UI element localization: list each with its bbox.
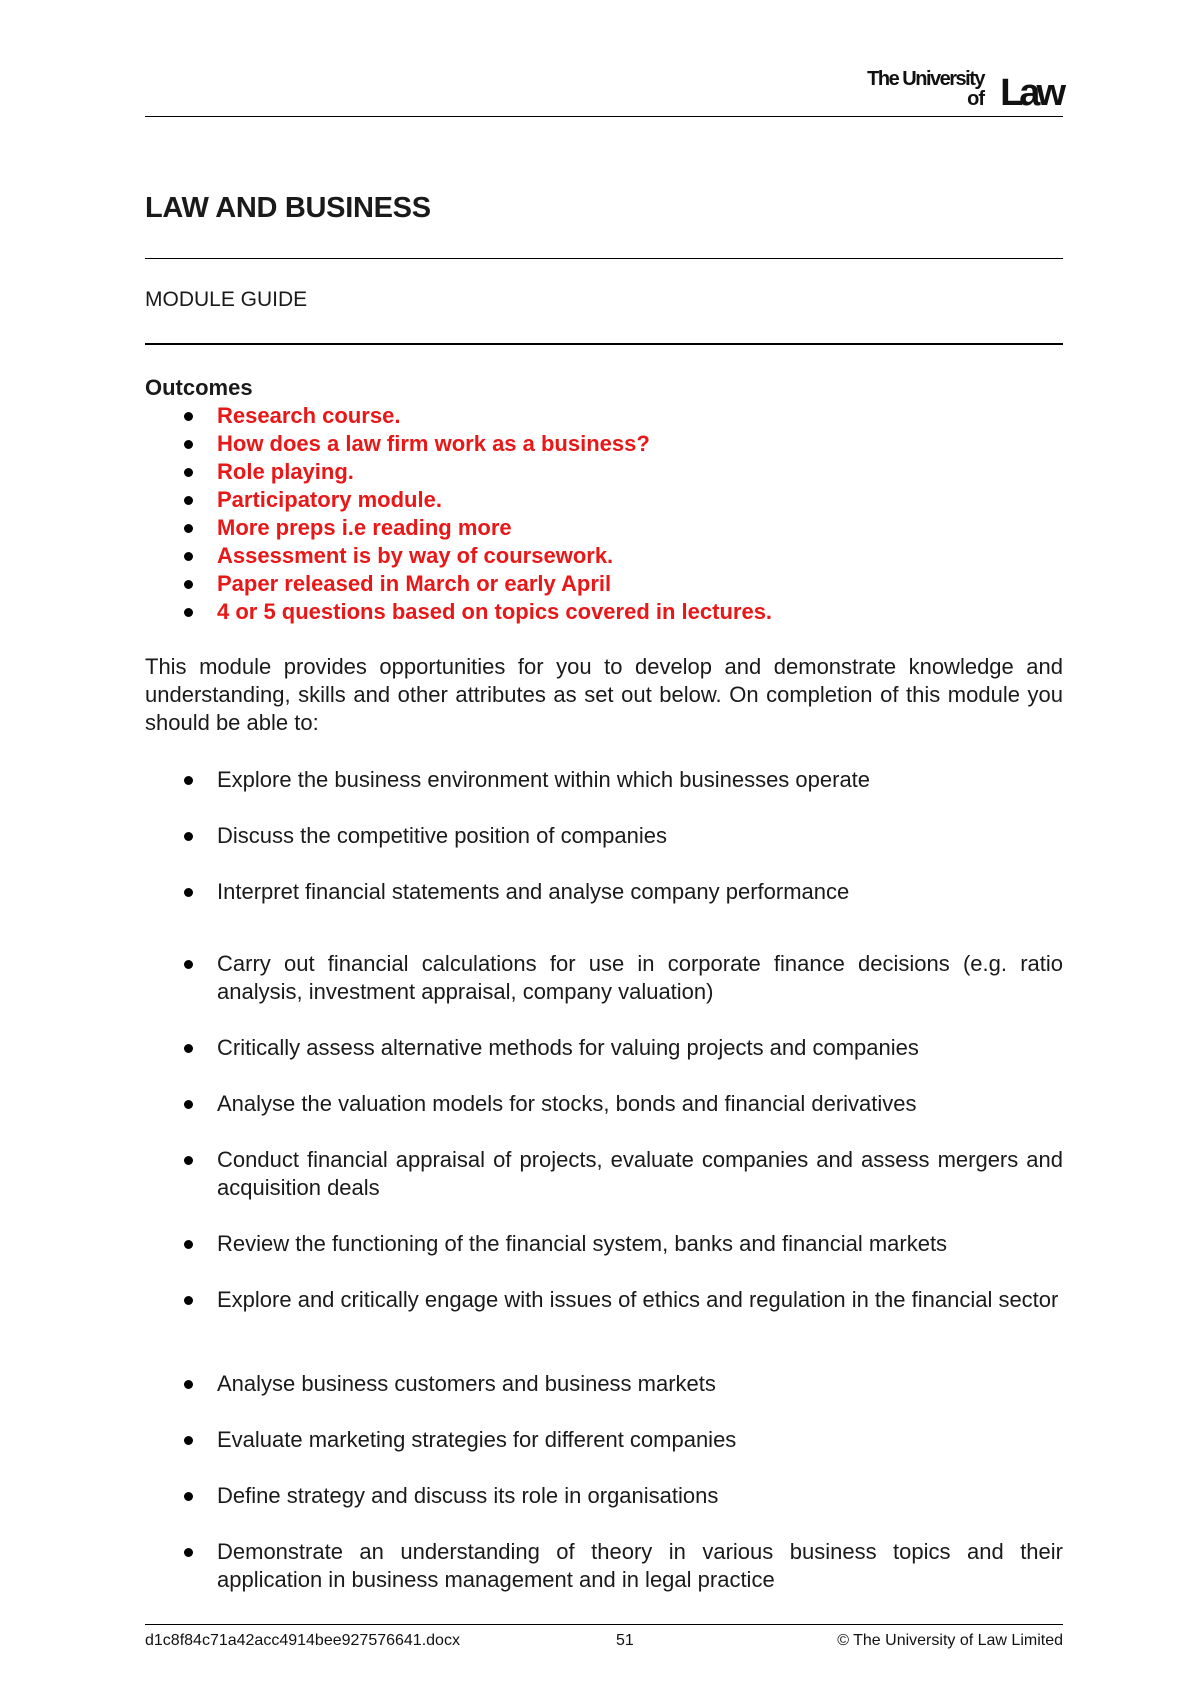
note-text: Paper released in March or early April xyxy=(217,571,612,596)
note-item xyxy=(145,570,772,598)
outcome-text: Evaluate marketing strategies for different companies xyxy=(217,1427,737,1452)
outcome-text: Define strategy and discuss its role in organisations xyxy=(217,1483,719,1508)
note-item xyxy=(145,402,772,430)
outcome-text: Analyse business customers and business markets xyxy=(217,1371,716,1396)
university-logo xyxy=(854,66,1064,114)
logo-line1: The University xyxy=(867,68,984,90)
footer-copyright: © The University of Law Limited xyxy=(837,1632,1063,1649)
note-text: Research course. xyxy=(217,403,401,428)
intro-paragraph: This module provides opportunities for you to develop and demonstrate knowledge and understanding, skills and other attributes as set out below. On completion of this module you should be able to: xyxy=(145,654,1063,735)
bullet-icon xyxy=(184,776,193,785)
outcome-item xyxy=(145,1370,1063,1398)
outcome-text: Discuss the competitive position of companies xyxy=(217,823,667,848)
bullet-icon xyxy=(184,1156,193,1165)
outcome-item xyxy=(145,1482,1063,1510)
bullet-icon xyxy=(184,552,193,561)
note-item xyxy=(145,598,772,626)
outcome-item xyxy=(145,950,1063,1006)
bullet-icon xyxy=(184,1436,193,1445)
note-item xyxy=(145,430,772,458)
bullet-icon xyxy=(184,1100,193,1109)
note-text: Assessment is by way of coursework. xyxy=(217,543,614,568)
header-rule xyxy=(145,116,1063,117)
subtitle-rule xyxy=(145,343,1063,345)
logo-line3: Law xyxy=(1000,72,1062,114)
footer-rule xyxy=(145,1624,1063,1625)
outcome-item xyxy=(145,766,1063,794)
note-item xyxy=(145,542,772,570)
bullet-icon xyxy=(184,468,193,477)
note-text: Role playing. xyxy=(217,459,354,484)
bullet-icon xyxy=(184,412,193,421)
note-item xyxy=(145,514,772,542)
bullet-icon xyxy=(184,960,193,969)
outcome-text: Carry out financial calculations for use in corporate finance decisions (e.g. ratio analysis, investment appraisal, company valuation) xyxy=(217,951,1063,1004)
bullet-icon xyxy=(184,1044,193,1053)
outcome-item xyxy=(145,1286,1063,1314)
notes-list xyxy=(145,402,772,626)
outcome-item xyxy=(145,1426,1063,1454)
outcome-item xyxy=(145,1146,1063,1202)
outcome-text: Critically assess alternative methods for valuing projects and companies xyxy=(217,1035,919,1060)
bullet-icon xyxy=(184,496,193,505)
note-item xyxy=(145,458,772,486)
module-guide-heading: MODULE GUIDE xyxy=(145,288,308,311)
note-text: 4 or 5 questions based on topics covered in lectures. xyxy=(217,599,773,624)
bullet-icon xyxy=(184,524,193,533)
outcome-text: Explore and critically engage with issues of ethics and regulation in the financial sector xyxy=(217,1287,1059,1312)
bullet-icon xyxy=(184,1548,193,1557)
document-title: LAW AND BUSINESS xyxy=(145,192,431,224)
outcome-item xyxy=(145,1090,1063,1118)
outcome-item xyxy=(145,1034,1063,1062)
bullet-icon xyxy=(184,888,193,897)
footer-page-number: 51 xyxy=(616,1632,634,1649)
outcome-text: Demonstrate an understanding of theory in various business topics and their application in business management and in legal practice xyxy=(217,1539,1063,1592)
bullet-icon xyxy=(184,1240,193,1249)
bullet-icon xyxy=(184,1380,193,1389)
outcome-item xyxy=(145,1538,1063,1594)
footer-filename: d1c8f84c71a42acc4914bee927576641.docx xyxy=(145,1632,460,1649)
outcome-text: Conduct financial appraisal of projects, evaluate companies and assess mergers and acquisition deals xyxy=(217,1147,1063,1200)
outcome-item xyxy=(145,878,1063,906)
outcome-item xyxy=(145,822,1063,850)
outcome-text: Review the functioning of the financial system, banks and financial markets xyxy=(217,1231,948,1256)
note-item xyxy=(145,486,772,514)
note-text: Participatory module. xyxy=(217,487,442,512)
outcome-text: Explore the business environment within which businesses operate xyxy=(217,767,871,792)
outcome-text: Interpret financial statements and analyse company performance xyxy=(217,879,850,904)
title-rule xyxy=(145,258,1063,259)
bullet-icon xyxy=(184,1492,193,1501)
bullet-icon xyxy=(184,832,193,841)
note-text: More preps i.e reading more xyxy=(217,515,512,540)
outcome-text: Analyse the valuation models for stocks, bonds and financial derivatives xyxy=(217,1091,917,1116)
logo-line2: of xyxy=(967,88,984,110)
bullet-icon xyxy=(184,1296,193,1305)
outcome-item xyxy=(145,1230,1063,1258)
note-text: How does a law firm work as a business? xyxy=(217,431,650,456)
bullet-icon xyxy=(184,440,193,449)
bullet-icon xyxy=(184,608,193,617)
outcomes-heading: Outcomes xyxy=(145,375,253,400)
bullet-icon xyxy=(184,580,193,589)
